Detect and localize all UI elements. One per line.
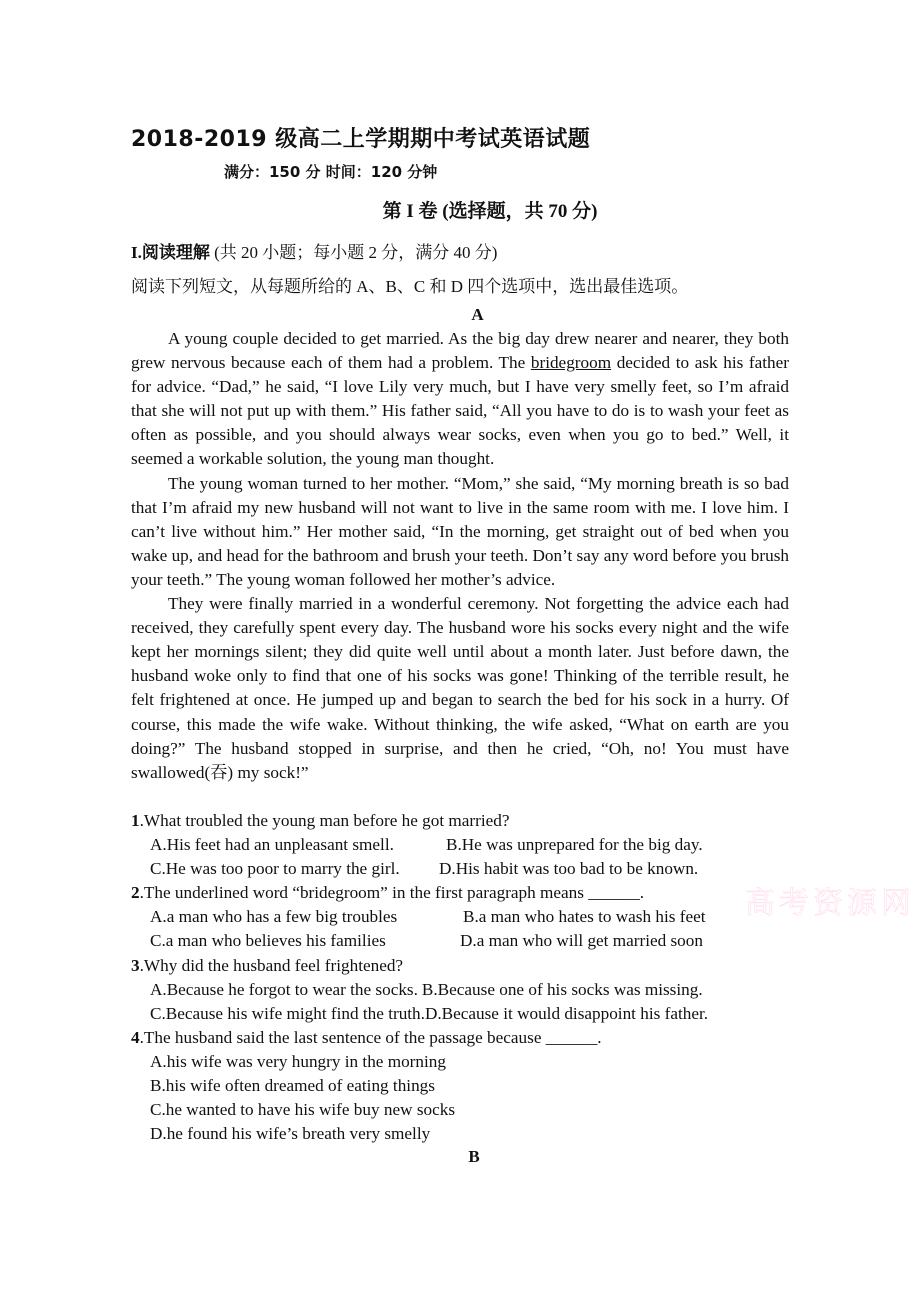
option-d: D.he found his wife’s breath very smelly	[150, 1124, 431, 1144]
option-a: A.Because he forgot to wear the socks.	[150, 979, 418, 999]
volume-heading: 第 I 卷 (选择题，共 70 分)	[382, 201, 598, 222]
option-b: B.his wife often dreamed of eating things	[150, 1076, 435, 1096]
passage-paragraph-2: The young woman turned to her mother. “Mom,” she said, “My morning breath is so bad that I’m afraid my new husband will not want to live in the same room with me. I love him. I can’t live without him.” Her mother said, “In the morning, get straight out of bed when you wake up, and head for the bathroom and brush your teeth. Don’t say any word before you brush your teeth.” The young woman followed her mother’s advice.	[131, 473, 789, 589]
section-label: I.阅读理解	[131, 243, 210, 262]
option-d: D.His habit was too bad to be known.	[439, 859, 699, 879]
option-b: B.Because one of his socks was missing.	[421, 979, 703, 999]
passage-text	[131, 327, 789, 785]
underlined-word: bridegroom	[530, 353, 612, 373]
option-a: A.His feet had an unpleasant smell.	[150, 835, 394, 855]
passage-paragraph-1: A young couple decided to get married. As the big day drew nearer and nearer, they both grew nervous because each of them had a problem. The bridegroom decided to ask his father for advice. “Dad,” he said, “I love Lily very much, but I have very smelly feet, so I’m afraid that she will not put up with them.” His father said, “All you have to do is to wash your feet as often as possible, and you should always wear socks, even when you go to bed.” Well, it seemed a workable solution, the young man thought.	[131, 329, 789, 469]
watermark-text: 高考资源网	[745, 886, 915, 921]
question-2: 2.The underlined word “bridegroom” in the first paragraph means ______.	[131, 883, 645, 903]
option-b: B.a man who hates to wash his feet	[463, 907, 706, 927]
option-a: A.a man who has a few big troubles	[150, 907, 398, 927]
option-b: B.He was unprepared for the big day.	[446, 835, 703, 855]
next-passage-letter: B	[468, 1147, 480, 1166]
passage-paragraph-3: They were finally married in a wonderful ceremony. Not forgetting the advice each had received, they carefully spent every day. The husband wore his socks every night and the wife kept her mornings silent; they did quite well until about a month later. Just before dawn, the husband woke only to find that one of his socks was gone! Thinking of the terrible result, he felt frightened at once. He jumped up and began to search the bed for his sock in a hurry. Of course, this made the wife wake. Without thinking, the wife asked, “What on earth are you doing?” The husband stopped in surprise, and then he cried, “Oh, no! You must have swallowed(吞) my sock!”	[131, 594, 789, 782]
section-heading	[131, 238, 497, 263]
question-1-options-row-2	[131, 857, 831, 881]
question-3: 3.Why did the husband feel frightened?	[131, 955, 404, 975]
question-list	[131, 809, 831, 1146]
question-2-options-row-1	[131, 905, 831, 929]
section-instruction: 阅读下列短文，从每题所给的 A、B、C 和 D 四个选项中，选出最佳选项。	[131, 277, 689, 296]
question-4: 4.The husband said the last sentence of the passage because ______.	[131, 1027, 602, 1047]
option-c: C.Because his wife might find the truth.	[150, 1003, 425, 1023]
option-d: D.Because it would disappoint his father.	[424, 1003, 709, 1023]
option-d: D.a man who will get married soon	[460, 931, 703, 951]
question-1: 1.What troubled the young man before he got married?	[131, 811, 510, 830]
section-details: (共 20 小题；每小题 2 分，满分 40 分)	[209, 243, 498, 262]
option-c: C.He was too poor to marry the girl.	[150, 859, 400, 879]
passage-letter: A	[471, 305, 484, 324]
option-c: C.he wanted to have his wife buy new socks	[150, 1100, 456, 1120]
question-3-options-row-1	[131, 978, 831, 1002]
question-1-options-row-1	[131, 833, 831, 857]
option-c: C.a man who believes his families	[150, 931, 386, 951]
question-3-options-row-2	[131, 1002, 831, 1026]
exam-title: 2018-2019 级高二上学期期中考试英语试题	[131, 127, 591, 152]
question-2-options-row-2	[131, 929, 831, 953]
option-a: A.his wife was very hungry in the morning	[150, 1051, 446, 1071]
exam-score-time: 满分：150 分 时间：120 分钟	[224, 163, 438, 181]
